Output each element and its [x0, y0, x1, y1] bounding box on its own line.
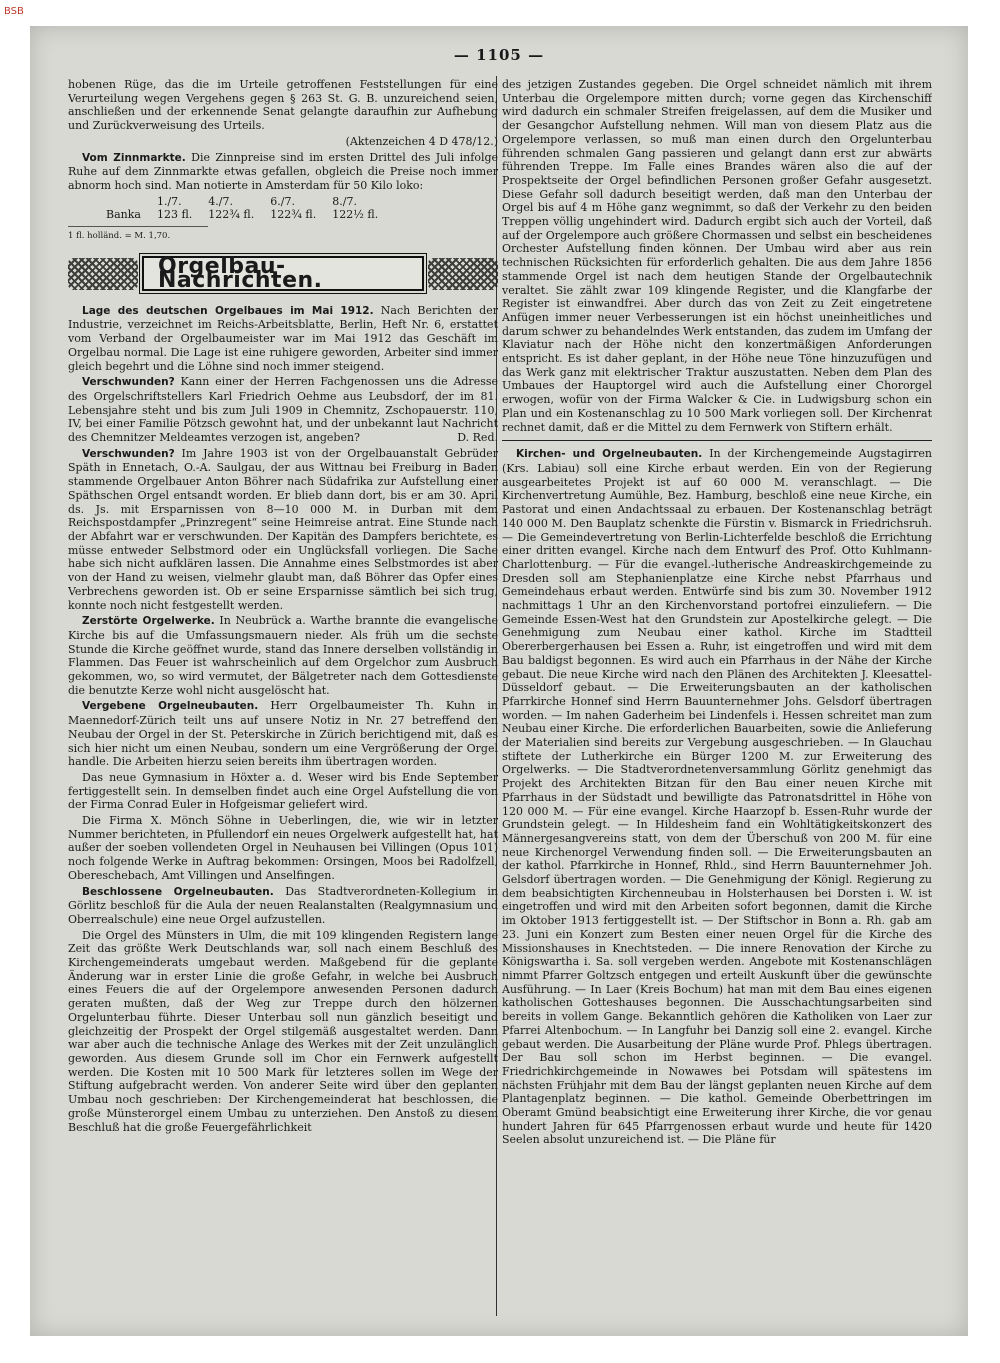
verschwunden-headline-1: Verschwunden?	[82, 376, 175, 389]
ornament-left-icon	[68, 258, 138, 290]
price-value: 122½ fl.	[332, 208, 379, 222]
verschwunden-body-1: Kann einer der Herren Fachgenossen uns die Adresse des Orgelschriftstellers Karl Friedrich Oehme aus Leubsdorf, der im 81. Lebensjahre steht und bis zum Juli 1909 in Chemnitz, Zschopauerstr. 110, IV, bei einer Familie Pötzsch gewohnt hat, und der unbekannt laut Nachricht des Chemnitzer Meldeamtes verzogen ist, angeben?	[68, 375, 498, 445]
kirchen-article	[502, 447, 932, 1147]
journal-page	[30, 26, 968, 1336]
price-value-row	[106, 208, 394, 222]
page-number: — 1105 —	[453, 46, 545, 64]
editor-signature: D. Red.	[457, 431, 498, 445]
currency-footnote: 1 fl. holländ. = M. 1,70.	[68, 226, 208, 244]
vergebene-body: Herr Orgelbaumeister Th. Kuhn in Maennedorf-Zürich teilt uns auf unsere Notiz in Nr. 27 betreffend den Neubau der Orgel in der St. Peterskirche in Zürich berichtigend mit, daß es sich hier nicht um einen Neubau, sondern um eine Vergrößerung der Orgel handle. Die Arbeiten hierzu seien bereits ihm übertragen worden.	[68, 699, 498, 769]
verschwunden-headline-2: Verschwunden?	[82, 447, 175, 460]
article-divider	[502, 440, 932, 441]
price-label: Banka	[106, 208, 141, 222]
ornament-right-icon	[428, 258, 498, 290]
price-date: 4./7.	[208, 194, 233, 208]
verschwunden-article-1	[68, 375, 498, 445]
lage-body: Nach Berichten der Industrie, verzeichnet im Reichs-Arbeitsblatte, Berlin, Heft Nr. 6, erstattet vom Verband der Orgelbaumeister war im Mai 1912 das Geschäft im Orgelbau normal. Die Lage ist eine ruhigere geworden, Arbeiter sind immer gleich begehrt und die Löhne sind noch immer steigend.	[68, 303, 498, 373]
zerstoerte-body: In Neubrück a. Warthe brannte die evangelische Kirche bis auf die Umfassungsmauern nieder. Als früh um die sechste Stunde die Kirche geöffnet wurde, stand das Innere derselben vollständig in Flammen. Das Feuer ist wahrscheinlich auf dem Orgelchor zum Ausbruch gekommen, wo, so wird vermutet, der Bälgetreter nach dem Gottesdienste die benutzte Kerze wohl nicht ausgelöscht hat.	[68, 614, 498, 697]
zinn-body: Die Zinnpreise sind im ersten Drittel des Juli infolge Ruhe auf dem Zinnmarkte etwas gefallen, obgleich die Preise noch immer abnorm hoch sind. Man notierte in Amsterdam für 50 Kilo loko:	[68, 150, 498, 192]
tin-price-table	[106, 195, 394, 222]
lage-article	[68, 304, 498, 374]
zinn-headline: Vom Zinnmarkte.	[82, 151, 186, 164]
verschwunden-article-2	[68, 447, 498, 612]
vergebene-article	[68, 699, 498, 769]
price-date-row	[106, 195, 394, 209]
zinn-article	[68, 151, 498, 193]
vergebene-paragraph-3: Die Firma X. Mönch Söhne in Ueberlingen, die, wie wir in letzter Nummer berichteten, in Pfullendorf ein neues Orgelwerk aufgestellt hat, hat außer der soeben vollendeten Orgel in Neuhausen bei Villingen (Opus 101) noch folgende Werke in Auftrag bekommen: Orsingen, Moos bei Radolfzell, Obereschebach, Amt Villingen und Anselfingen.	[68, 814, 498, 882]
lage-headline: Lage des deutschen Orgelbaues im Mai 1912.	[82, 304, 374, 317]
vergebene-headline: Vergebene Orgelneubauten.	[82, 700, 259, 713]
price-value: 122¾ fl.	[208, 208, 255, 222]
price-value: 123 fl.	[156, 208, 193, 222]
zerstoerte-article	[68, 614, 498, 697]
ulm-continuation: des jetzigen Zustandes gegeben. Die Orgel schneidet nämlich mit ihrem Unterbau die Orgelempore mitten durch; vorne gegen das Kirchenschiff wird dadurch ein schmaler Streifen freigelassen, auf dem die Musiker und der Gesangchor Aufstellung nehmen. Will man von diesem Platz aus die Orgelempore verlassen, so muß man einen durch den Orgelunterbau führenden schmalen Gang passieren und gelangt dann erst zur abwärts führenden Treppe. Im Falle eines Brandes wären also die auf der Prospektseite der Orgel befindlichen Personen großer Gefahr ausgesetzt. Diese Gefahr soll dadurch beseitigt werden, daß man den Unterbau der Orgel bis auf 4 m Höhe ganz wegnimmt, so daß der Verkehr zu den beiden Treppen völlig ungehindert wird. Dadurch ergibt sich auch der Vorteil, daß auf der Orgelempore auch größere Chormassen und selbst ein bescheidenes Orchester Aufstellung finden können. Der Umbau wird aber aus rein technischen Rücksichten für erforderlich gehalten. Die aus dem Jahre 1856 stammende Orgel ist nach dem heutigen Stande der Orgelbautechnik veraltet. Sie zählt zwar 109 klingende Register, und die Klangfarbe der Register ist einwandfrei. Aber durch das von Zeit zu Zeit eingetretene Anfügen immer neuer Verbesserungen ist ein höchst uneinheitliches und darum schwer zu behandelndes Werk entstanden, das zudem im Umfang der Klaviatur nach der Höhe nicht den konzertmäßigen Anforderungen entspricht. Es ist daher geplant, in der Höhe neue Töne hinzuzufügen und das Werk ganz mit elektrischer Traktur auszustatten. Neben dem Plan des Umbaues der Hauptorgel wird auch die Aufstellung einer Chororgel erwogen, wofür von der Firma Walcker & Cie. in Ludwigsburg schon ein Plan und ein Kostenanschlag zu 10 500 Mark vorliegen soll. Der Kirchenrat rechnet damit, daß er die Mittel zu dem Fernwerk von Stiftern erhält.	[502, 78, 932, 434]
beschlossene-article	[68, 885, 498, 927]
beschlossene-headline: Beschlossene Orgelneubauten.	[82, 885, 274, 898]
price-date: 8./7.	[332, 194, 357, 208]
section-title: Orgelbau-Nachrichten.	[142, 256, 424, 291]
beschlossene-paragraph-2: Die Orgel des Münsters in Ulm, die mit 109 klingenden Registern lange Zeit das größte Werk Deutschlands war, soll nach einem Beschluß des Kirchengemeinderats umgebaut werden. Maßgebend für die geplante Änderung war in erster Linie die große Gefahr, in welche bei Ausbruch eines Feuers die auf der Orgelempore anwesenden Personen dadurch geraten mußten, daß der Weg zur Treppe durch den hölzernen Orgelunterbau führte. Dieser Unterbau soll nun gänzlich beseitigt und gleichzeitig der Prospekt der Orgel stilgemäß ausgestaltet werden. Dann war aber auch die technische Anlage des Werkes mit der Zeit unzulänglich geworden. Aus diesem Grunde soll im Chor ein Fernwerk aufgestellt werden. Die Kosten mit 10 500 Mark für letzteres sollen im Wege der Stiftung aufgebracht werden. Von anderer Seite wird über den geplanten Umbau noch geschrieben: Der Kirchengemeinderat hat beschlossen, die große Münsterorgel einem Umbau zu unterziehen. Den Anstoß zu diesem Beschluß hat die große Feuergefährlichkeit	[68, 928, 498, 1134]
verschwunden-body-2: Im Jahre 1903 ist von der Orgelbauanstalt Gebrüder Späth in Ennetach, O.-A. Saulgau, der aus Wittnau bei Freiburg in Baden stammende Orgelbauer Anton Böhrer nach Südafrika zur Aufstellung einer Späthschen Orgel entsandt worden. Er blieb dann dort, bis er am 30. April ds. Js. mit Ersparnissen von 8—10 000 M. in Durban mit dem Reichspostdampfer „Prinzregent“ seine Heimreise antrat. Eine Stunde nach der Abfahrt war er verschwunden. Der Kapitän des Dampfers berichtete, es müsse entweder Selbstmord oder ein Unglücksfall vorliegen. Die Sache habe sich nicht aufklären lassen. Die Annahme eines Selbstmordes ist aber von der Hand zu weisen, vielmehr glaubt man, daß Böhrer das Opfer eines Verbrechens geworden ist. Ob er seine Ersparnisse sämtlich bei sich trug, konnte noch nicht festgestellt werden.	[68, 446, 498, 612]
kirchen-body: In der Kirchengemeinde Augstagirren (Krs. Labiau) soll eine Kirche erbaut werden. Ein von der Regierung ausgearbeitetes Projekt ist auf 60 000 M. veranschlagt. — Die Kirchenvertretung Aumühle, Bez. Hamburg, beschloß eine neue Kirche, ein Pastorat und einen Andachtssaal zu erbauen. Der Kostenanschlag beträgt 140 000 M. Den Bauplatz schenkte die Fürstin v. Bismarck in Friedrichsruh. — Die Gemeindevertretung von Berlin-Lichterfelde beschloß die Errichtung einer dritten evangel. Kirche nach dem Entwurf des Prof. Otto Kuhlmann-Charlottenburg. — Für die evangel.-lutherische Andreaskirchgemeinde zu Dresden soll am Stephanienplatze eine Kirche nebst Pfarrhaus und Gemeindehaus erbaut werden. Entwürfe sind bis zum 30. November 1912 nachmittags 1 Uhr an den Kirchenvorstand portofrei einzuliefern. — Die Gemeinde Essen-West hat den Grundstein zur Apostelkirche gelegt. — Die Genehmigung zum Neubau einer kathol. Kirche im Stadtteil Obererbergerhausen bei Essen a. Ruhr, ist eingetroffen und wird mit dem Bau baldigst begonnen. Es wird auch ein Pfarrhaus in der Nähe der Kirche gebaut. Die neue Kirche wird nach den Plänen des Architekten J. Kleesattel-Düsseldorf gebaut. — Die Erweiterungsbauten an der katholischen Pfarrkirche Honnef sind Herrn Bauunternehmer Johs. Gelsdorf übertragen worden. — Im nahen Gaderheim bei Lindenfels i. Hessen schreitet man zum Neubau einer Kirche. Die erforderlichen Bauarbeiten, sowie die Anlieferung der Materialien sind bereits zur Vergebung ausgeschrieben. — In Glauchau stiftete der Lutherkirche ein Bürger 1200 M. zur Erweiterung des Orgelwerks. — Die Stadtverordnetenversammlung Görlitz genehmigt das Projekt des Architekten Bitzan für den Bau einer neuen Kirche mit Pfarrhaus in der Südstadt und bewilligte das Patronatsdrittel in Höhe von 120 000 M. — Für eine evangel. Kirche Haarzopf b. Essen-Ruhr wurde der Grundstein gelegt. — In Hildesheim fand ein Wohltätigkeitskonzert des Männergesangvereins statt, von dem der Überschuß von 200 M. für eine neue Kirchenorgel Verwendung finden soll. — Die Erweiterungsbauten an der kathol. Pfarrkirche in Honnef, Rhld., sind Herrn Bauunternehmer Joh. Gelsdorf übertragen worden. — Die Genehmigung der Königl. Regierung zu dem beabsichtigten Kirchenneubau in Holsterhausen bei Dorsten i. W. ist eingetroffen und wird mit den Arbeiten sofort begonnen, damit die Kirche im Oktober 1913 fertiggestellt ist. — Der Stiftschor in Bonn a. Rh. gab am 23. Juni ein Konzert zum Besten einer neuen Orgel für die Kirche des Missionshauses in Knechtsteden. — Die innere Renovation der Kirche zu Königswartha i. Sa. soll vergeben werden. Angebote mit Kostenanschlägen nimmt Pfarrer Goltzsch entgegen und erteilt Auskunft über die gewünschte Ausführung. — In Laer (Kreis Bochum) hat man mit dem Bau eines eigenen katholischen Gotteshauses begonnen. Die Ausschachtungsarbeiten sind bereits in vollem Gange. Bekanntlich gehören die Katholiken von Laer zur Pfarrei Altenbochum. — In Langfuhr bei Danzig soll eine 2. evangel. Kirche gebaut werden. Die Ausarbeitung der Pläne wurde Prof. Phlegs übertragen. Der Bau soll schon im Herbst beginnen. — Die evangel. Friedrichkirchgemeinde in Nowawes bei Potsdam will spätestens im nächsten Frühjahr mit dem Bau der längst geplanten neuen Kirche auf dem Plantagenplatz beginnen. — Die kathol. Gemeinde Oberbettringen im Oberamt Gmünd beabsichtigt eine Erweiterung ihrer Kirche, die vor genau hundert Jahren für 645 Pfarrgenossen erbaut wurde und heute für 1420 Seelen absolut unzureichend ist. — Die Pläne für	[502, 447, 932, 1147]
continued-paragraph: hobenen Rüge, das die im Urteile getroffenen Feststellungen für eine Verurteilung wegen Vergehens gegen § 263 St. G. B. unzureichend seien, anschließen und der erkennende Senat gelangte daraufhin zur Aufhebung und Zurückverweisung des Urteils.	[68, 78, 498, 133]
library-stamp: BSB	[4, 6, 24, 17]
zerstoerte-headline: Zerstörte Orgelwerke.	[82, 615, 215, 628]
case-reference: (Aktenzeichen 4 D 478/12.)	[345, 134, 498, 148]
vergebene-paragraph-2: Das neue Gymnasium in Höxter a. d. Weser wird bis Ende September fertiggestellt sein. In demselben findet auch eine Orgel Aufstellung die von der Firma Conrad Euler in Hofgeismar geliefert wird.	[68, 770, 498, 812]
section-banner	[68, 254, 498, 294]
price-date: 6./7.	[270, 194, 295, 208]
right-column	[502, 78, 932, 1308]
price-date: 1./7.	[156, 194, 182, 208]
price-value: 122¾ fl.	[270, 208, 317, 222]
kirchen-headline: Kirchen- und Orgelneubauten.	[516, 448, 703, 461]
beschlossene-body: Das Stadtverordneten-Kollegium in Görlitz beschloß für die Aula der neuen Realanstalten (Realgymnasium und Oberrealschule) eine neue Orgel aufzustellen.	[68, 884, 498, 926]
left-column	[68, 78, 498, 1308]
